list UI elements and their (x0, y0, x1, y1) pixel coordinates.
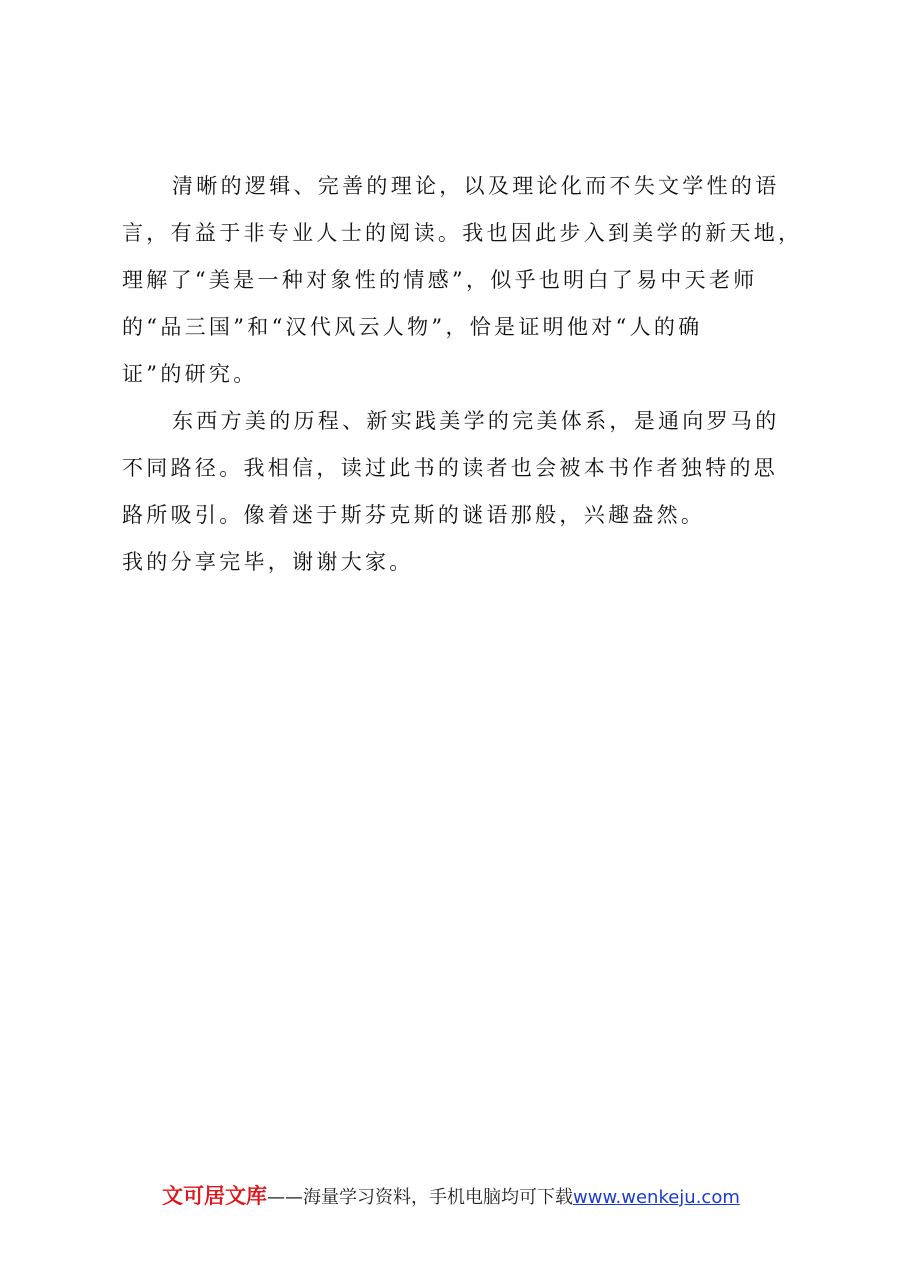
footer-banner (162, 1181, 802, 1213)
paragraph-3-line-1: 我的分享完毕，谢谢大家。 (122, 550, 414, 574)
paragraph-2-line-3: 路所吸引。像着迷于斯芬克斯的谜语那般，兴趣盎然。 (122, 503, 706, 527)
footer-slogan: 海量学习资料，手机电脑均可下载 (303, 1187, 573, 1208)
paragraph-1-line-3: 理解了“美是一种对象性的情感”，似乎也明白了易中天老师 (122, 268, 758, 292)
footer-website-link[interactable]: www.wenkeju.com (573, 1187, 740, 1208)
brand-name: 文可居文库 (162, 1184, 267, 1208)
paragraph-1-line-5: 证”的研究。 (122, 362, 258, 386)
document-body (122, 163, 802, 586)
footer-dash: —— (267, 1187, 303, 1208)
paragraph-1-line-4: 的“品三国”和“汉代风云人物”，恰是证明他对“人的确 (122, 315, 703, 339)
paragraph-1-line-2: 言，有益于非专业人士的阅读。我也因此步入到美学的新天地， (122, 221, 803, 245)
paragraph-2-line-1: 东西方美的历程、新实践美学的完美体系，是通向罗马的 (172, 409, 780, 433)
paragraph-2-line-2: 不同路径。我相信，读过此书的读者也会被本书作者独特的思 (122, 456, 779, 480)
paragraph-1-line-1: 清晰的逻辑、完善的理论，以及理论化而不失文学性的语 (172, 174, 780, 198)
